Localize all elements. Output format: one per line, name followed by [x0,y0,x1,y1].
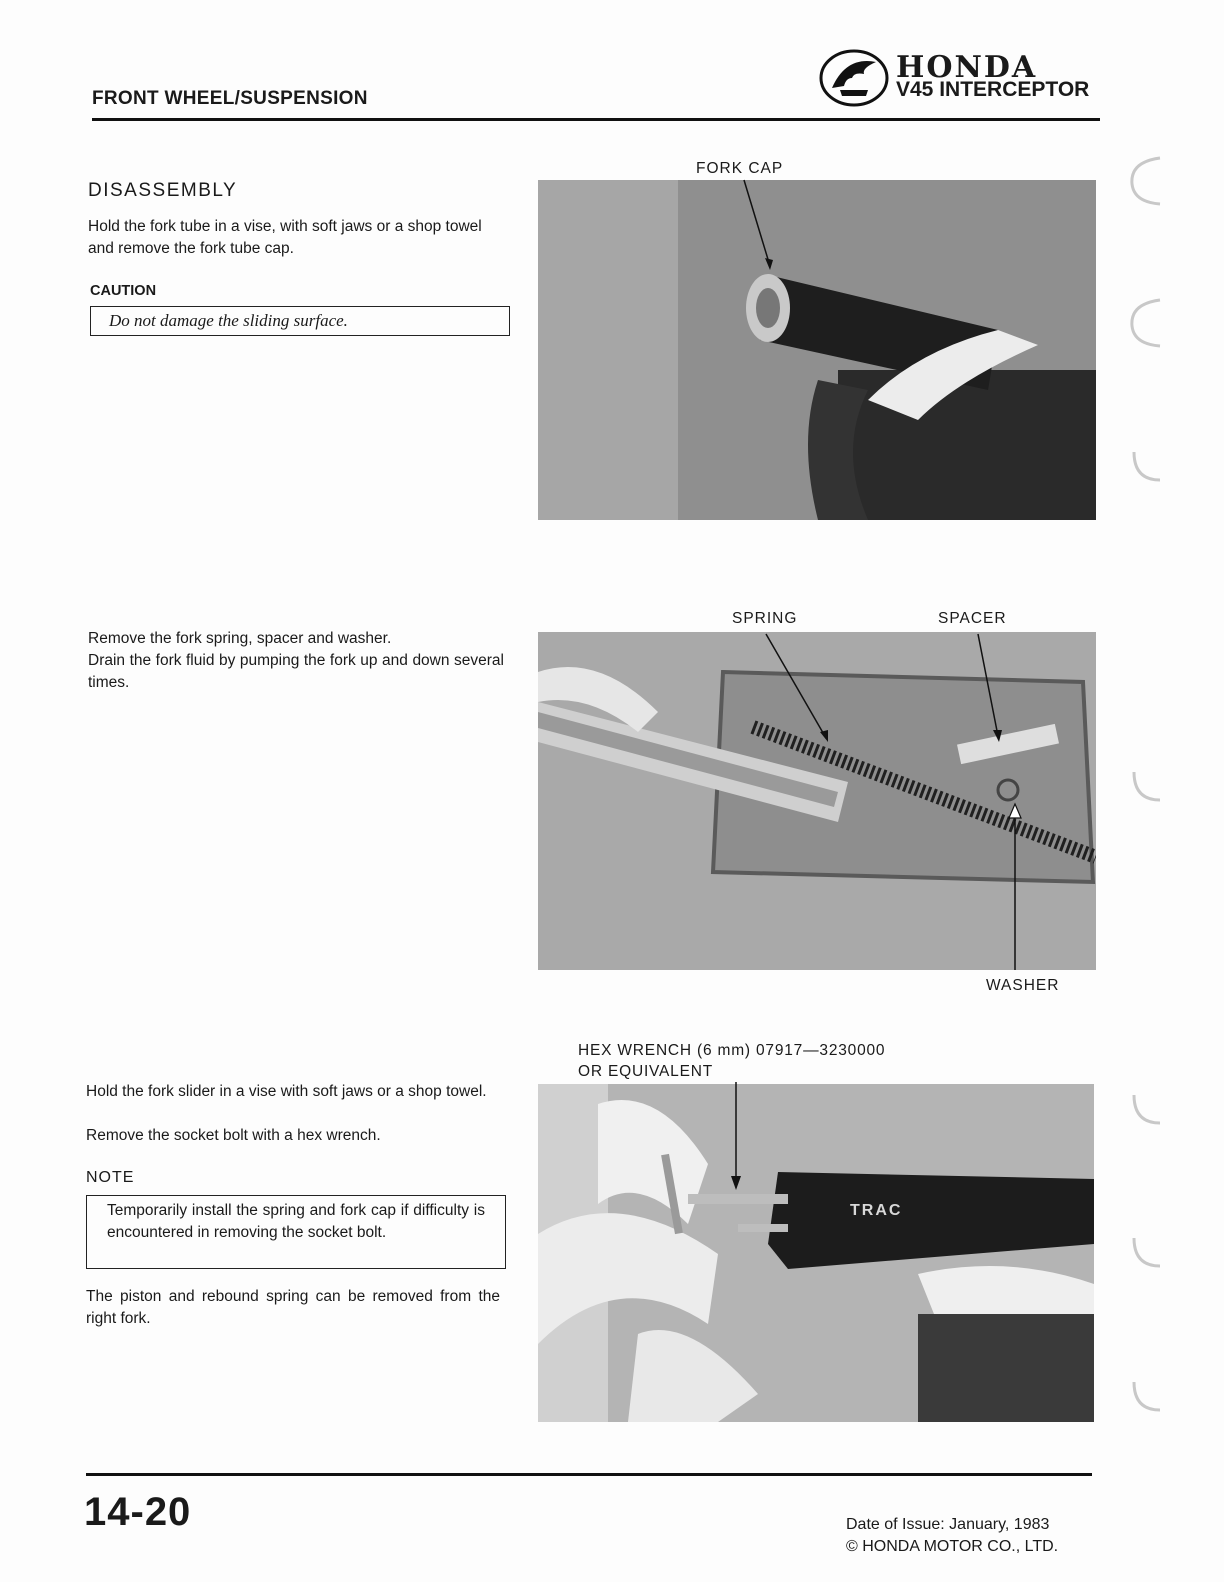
note-box: Temporarily install the spring and fork cap if difficulty is encountered in removing the socket bolt. [86,1195,506,1269]
step3-text-3: The piston and rebound spring can be removed from the right fork. [86,1288,500,1327]
caution-box: Do not damage the sliding surface. [90,306,510,336]
spring-leader-line [760,630,840,745]
spring-label: SPRING [732,610,798,627]
hex-wrench-equivalent-label: OR EQUIVALENT [578,1063,713,1080]
binder-hole-icon [1120,1075,1180,1135]
brand-name: HONDA [896,50,1038,85]
binder-hole-icon [1120,1218,1180,1278]
washer-leader-line [1000,800,1030,972]
step3-text-2: Remove the socket bolt with a hex wrench. [86,1127,381,1144]
step2-text-2: Drain the fork fluid by pumping the fork up and down several times. [88,652,504,691]
binder-hole-icon [1120,150,1180,210]
issue-date: Date of Issue: January, 1983 [846,1516,1050,1533]
spacer-label: SPACER [938,610,1007,627]
trac-stamp: TRAC [850,1202,903,1219]
honda-wing-logo-icon [818,48,890,108]
fork-cap-leader-line [740,178,780,273]
hex-wrench-label: HEX WRENCH (6 mm) 07917—3230000 [578,1042,886,1059]
binder-hole-icon [1120,752,1180,812]
model-name: V45 INTERCEPTOR [896,78,1090,101]
disassembly-heading: DISASSEMBLY [88,180,238,201]
binder-hole-icon [1120,1362,1180,1422]
binder-hole-icon [1120,432,1180,492]
fork-cap-label: FORK CAP [696,160,784,177]
step3-text-1: Hold the fork slider in a vise with soft jaws or a shop towel. [86,1083,487,1100]
binder-hole-icon [1120,292,1180,352]
fork-cap-photo [538,180,1096,520]
step1-text: Hold the fork tube in a vise, with soft jaws or a shop towel and remove the fork tube cap. [88,218,482,257]
hex-wrench-photo [538,1084,1094,1422]
note-label: NOTE [86,1169,135,1186]
hex-wrench-leader-line [726,1080,746,1195]
copyright: © HONDA MOTOR CO., LTD. [846,1538,1059,1555]
page-number: 14-20 [84,1490,192,1534]
caution-label: CAUTION [90,283,157,299]
spacer-leader-line [970,630,1010,745]
section-title: FRONT WHEEL/SUSPENSION [92,88,368,109]
footer-rule [86,1473,1092,1476]
header-rule [92,118,1100,121]
step2-text-1: Remove the fork spring, spacer and washer. [88,630,392,647]
washer-label: WASHER [986,977,1060,994]
